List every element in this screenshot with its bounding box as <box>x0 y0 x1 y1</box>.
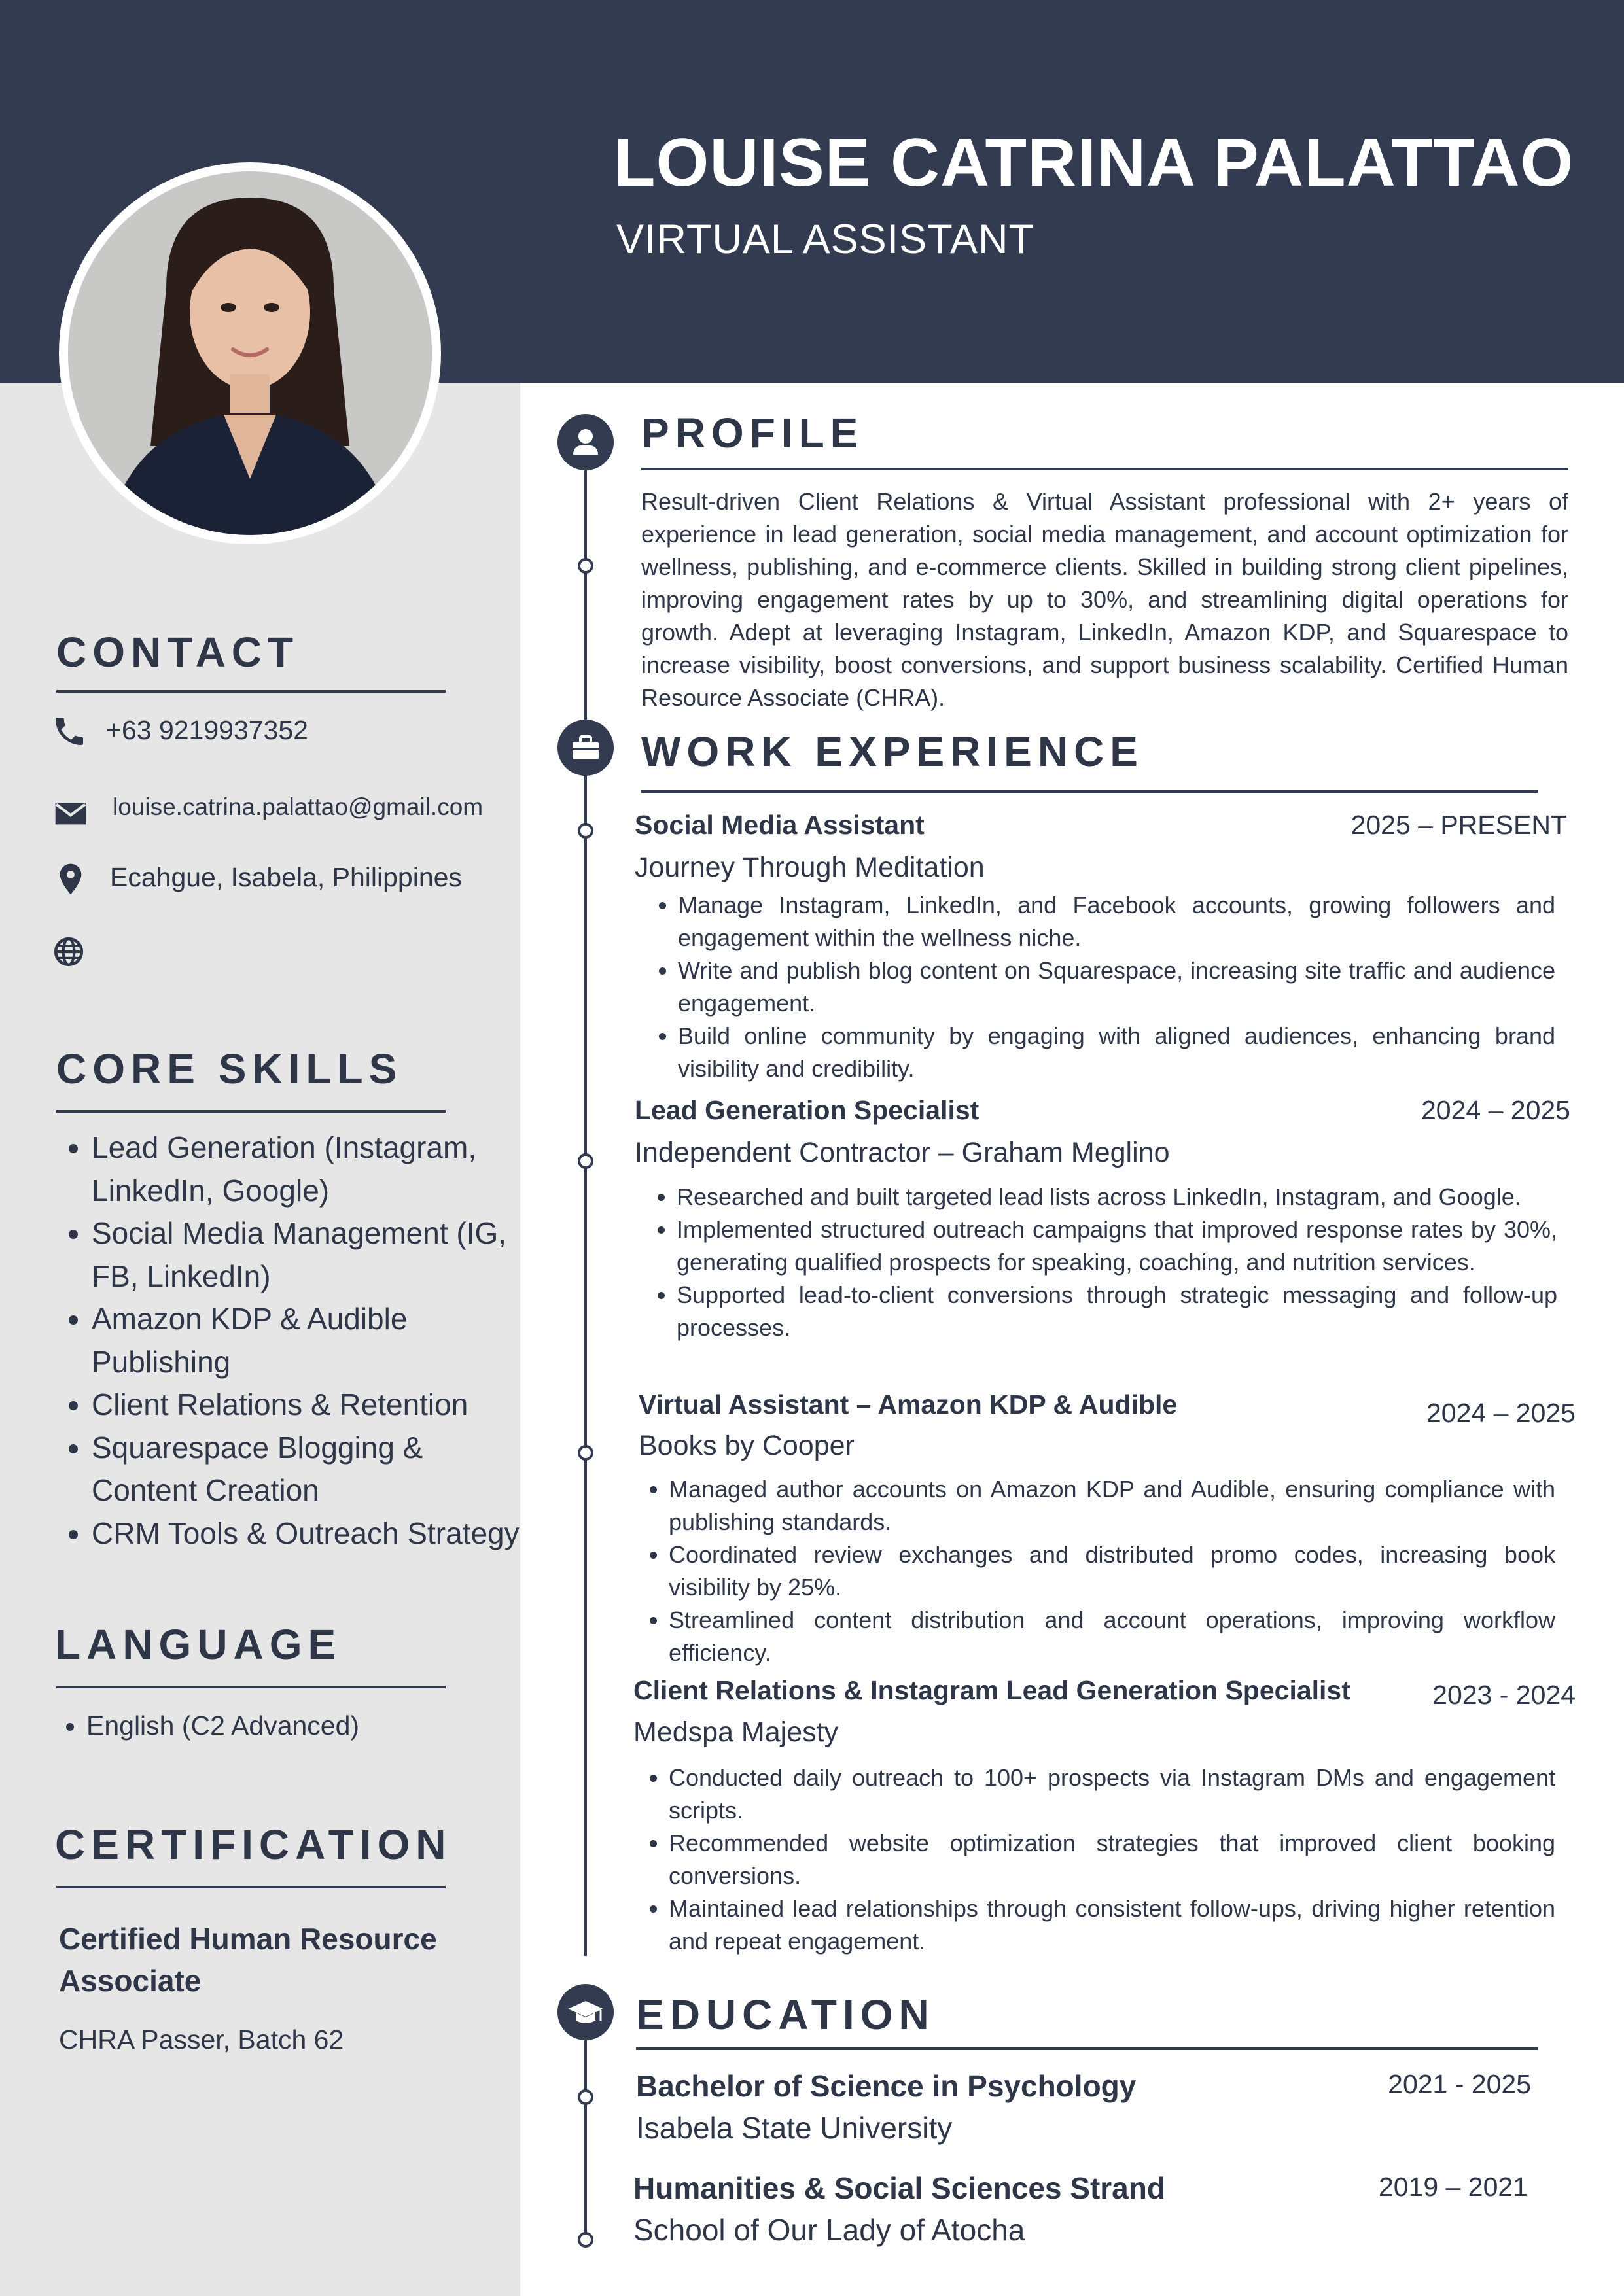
avatar <box>68 171 432 535</box>
certification-heading: CERTIFICATION <box>55 1821 452 1868</box>
timeline-node <box>578 1445 593 1461</box>
profile-photo <box>59 162 441 544</box>
contact-phone[interactable]: +63 9219937352 <box>106 715 308 745</box>
list-item: • Squarespace Blogging & Content Creation <box>92 1427 537 1512</box>
profile-heading: PROFILE <box>641 409 864 457</box>
contact-email[interactable]: louise.catrina.palattao@gmail.com <box>113 793 484 820</box>
skills-list <box>52 1126 537 1555</box>
job-date: 2024 – 2025 <box>1421 1095 1570 1125</box>
job-bullets <box>641 889 1555 1085</box>
briefcase-icon <box>557 720 614 776</box>
job-organization: Books by Cooper <box>639 1430 855 1461</box>
list-item: • Write and publish blog content on Squarespace, increasing site traffic and audience engagement. <box>678 954 1555 1020</box>
job-bullets <box>632 1762 1555 1958</box>
skills-heading: CORE SKILLS <box>56 1045 403 1092</box>
mail-icon <box>52 795 89 832</box>
profile-summary: Result-driven Client Relations & Virtual Assistant professional with 2+ years of experience in lead generation, social media management, and account optimization for wellness, publishing, and e-commerce clients. Skilled in building strong client pipelines, improving engagement rates by up to 30%, and streamlining digital operations for growth. Adept at leveraging Instagram, LinkedIn, Amazon KDP, and Squarespace to increase visibility, boost conversions, and support business scalability. Certified Human Resource Associate (CHRA). <box>641 488 1568 711</box>
list-item: • Implemented structured outreach campaigns that improved response rates by 30%, generating qualified prospects for speaking, coaching, and nutrition services. <box>677 1213 1557 1279</box>
timeline-node <box>578 1153 593 1169</box>
timeline-node <box>578 823 593 839</box>
list-item: • Social Media Management (IG, FB, LinkedIn) <box>92 1212 537 1298</box>
contact-divider <box>56 690 446 693</box>
job-date: 2024 – 2025 <box>1426 1398 1576 1428</box>
list-item: • CRM Tools & Outreach Strategy <box>92 1512 537 1556</box>
list-item: • Amazon KDP & Audible Publishing <box>92 1298 537 1383</box>
globe-icon <box>52 935 85 968</box>
experience-heading: WORK EXPERIENCE <box>641 728 1144 775</box>
graduation-cap-icon <box>557 1984 614 2040</box>
job-date: 2025 – PRESENT <box>1350 810 1567 840</box>
list-item: • Researched and built targeted lead lists across LinkedIn, Instagram, and Google. <box>677 1181 1557 1213</box>
list-item: • Conducted daily outreach to 100+ prospects via Instagram DMs and engagement scripts. <box>669 1762 1555 1827</box>
language-list <box>52 1706 359 1745</box>
timeline-node <box>578 2232 593 2248</box>
list-item: • Streamlined content distribution and account operations, improving workflow efficiency. <box>669 1604 1555 1669</box>
list-item: • English (C2 Advanced) <box>86 1706 359 1745</box>
skills-divider <box>56 1110 446 1113</box>
candidate-title: VIRTUAL ASSISTANT <box>616 217 1035 262</box>
timeline-node <box>578 558 593 574</box>
education-school: Isabela State University <box>636 2111 953 2145</box>
list-item: • Recommended website optimization strategies that improved client booking conversions. <box>669 1827 1555 1892</box>
list-item: • Client Relations & Retention <box>92 1383 537 1427</box>
timeline-node <box>578 2089 593 2105</box>
education-divider <box>636 2047 1538 2050</box>
job-title: Social Media Assistant <box>635 810 925 840</box>
location-pin-icon <box>52 861 89 897</box>
list-item: • Maintained lead relationships through consistent follow-ups, driving higher retention and repeat engagement. <box>669 1892 1555 1958</box>
list-item: • Manage Instagram, LinkedIn, and Facebook accounts, growing followers and engagement within the wellness niche. <box>678 889 1555 954</box>
list-item: • Managed author accounts on Amazon KDP and Audible, ensuring compliance with publishing standards. <box>669 1473 1555 1539</box>
candidate-name: LOUISE CATRINA PALATTAO <box>614 125 1574 201</box>
education-section-icon <box>557 1984 614 2040</box>
language-heading: LANGUAGE <box>55 1621 342 1668</box>
job-organization: Independent Contractor – Graham Meglino <box>635 1137 1170 1168</box>
list-item: • Coordinated review exchanges and distributed promo codes, increasing book visibility by 25%. <box>669 1539 1555 1604</box>
timeline-line <box>584 458 587 1956</box>
profile-section-icon <box>557 414 614 470</box>
job-title: Virtual Assistant – Amazon KDP & Audible <box>639 1389 1178 1419</box>
job-title: Client Relations & Instagram Lead Generation Specialist <box>633 1675 1350 1705</box>
list-item: • Supported lead-to-client conversions through strategic messaging and follow-up processes. <box>677 1279 1557 1344</box>
job-bullets <box>640 1181 1557 1344</box>
job-organization: Journey Through Meditation <box>635 852 985 883</box>
certification-name: Certified Human Resource Associate <box>59 1922 437 1998</box>
job-title: Lead Generation Specialist <box>635 1095 980 1125</box>
list-item: • Build online community by engaging with aligned audiences, enhancing brand visibility and credibility. <box>678 1020 1555 1085</box>
language-divider <box>56 1686 446 1688</box>
certification-detail: CHRA Passer, Batch 62 <box>59 2025 344 2055</box>
education-degree: Bachelor of Science in Psychology <box>636 2069 1137 2103</box>
contact-location: Ecahgue, Isabela, Philippines <box>110 862 462 892</box>
job-organization: Medspa Majesty <box>633 1716 839 1748</box>
phone-icon <box>51 713 88 750</box>
education-date: 2019 – 2021 <box>1378 2172 1528 2202</box>
user-icon <box>557 414 614 470</box>
education-school: School of Our Lady of Atocha <box>633 2213 1025 2247</box>
education-degree: Humanities & Social Sciences Strand <box>633 2171 1165 2205</box>
job-bullets <box>632 1473 1555 1669</box>
education-date: 2021 - 2025 <box>1388 2069 1531 2099</box>
experience-divider <box>641 790 1538 793</box>
profile-divider <box>641 468 1568 470</box>
certification-divider <box>56 1886 446 1888</box>
contact-heading: CONTACT <box>56 629 300 676</box>
list-item: • Lead Generation (Instagram, LinkedIn, Google) <box>92 1126 537 1212</box>
job-date: 2023 - 2024 <box>1432 1680 1576 1710</box>
timeline-line-education <box>584 2034 587 2244</box>
work-section-icon <box>557 720 614 776</box>
education-heading: EDUCATION <box>636 1991 935 2038</box>
